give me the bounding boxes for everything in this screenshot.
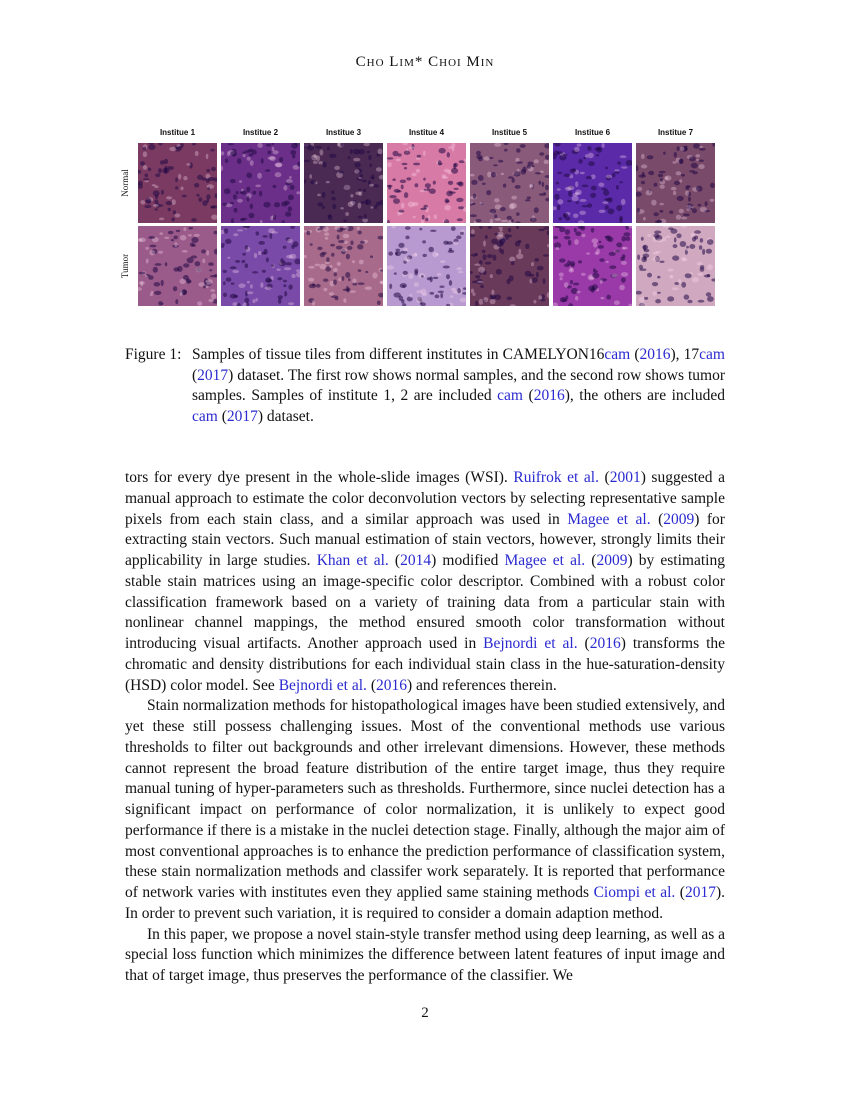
citation-link[interactable]: Ruifrok et al. [513,469,599,486]
page-number: 2 [421,1005,429,1021]
caption-text: Samples of tissue tiles from different institutes in CAMELYON16 [192,346,605,363]
paragraph-text: ) and references therein. [406,676,557,694]
column-label-institute-2: Institue 2 [242,128,279,137]
paragraph-1 [125,468,725,696]
tissue-tile-tumor-institute-4 [387,226,466,306]
caption-label: Figure 1: [125,346,182,363]
tissue-texture [304,143,383,223]
caption-text: ( [630,346,640,363]
paragraph-text: ( [585,552,597,569]
caption-text: ( [523,387,534,404]
caption-text: ), 17 [670,346,700,363]
paragraph-3 [125,925,725,987]
paragraph-text: ( [675,884,685,901]
citation-year-link[interactable]: 2009 [596,552,628,569]
row-label-tumor [117,226,133,306]
citation-link[interactable]: Magee et al. [504,552,586,569]
paragraph-text: ( [388,552,401,569]
tissue-tile-normal-institute-4 [387,143,466,223]
tissue-texture [221,143,300,223]
citation-year-link[interactable]: 2014 [400,552,432,569]
tissue-texture [138,226,217,306]
paragraph-text: tors for every dye present in the whole-slide images (WSI). [125,469,514,486]
column-label-institute-5: Institue 5 [491,128,528,137]
column-label-institute-3: Institue 3 [325,128,362,137]
citation-year-link[interactable]: 2016 [639,346,671,363]
tissue-tile-normal-institute-2 [221,143,300,223]
caption-text: ) dataset. [257,407,314,425]
tissue-tile-tumor-institute-3 [304,226,383,306]
citation-link[interactable]: cam [497,387,523,404]
paragraph-text: ) transforms the chromatic and density distributions for each individual stain class in the hue-saturation-density (HSD) color model. See [125,635,726,694]
citation-year-link[interactable]: 2017 [197,366,229,384]
caption-text: ( [217,407,227,425]
tissue-texture [138,143,217,223]
citation-link[interactable]: Ciompi et al. [593,884,676,901]
tissue-texture [470,226,549,306]
row-label-tumor-text: Tumor [120,253,130,279]
tissue-texture [387,226,466,306]
paragraph-text: ( [598,469,610,486]
citation-link[interactable]: Bejnordi et al. [278,676,367,694]
tissue-texture [221,226,300,306]
citation-year-link[interactable]: 2016 [533,387,565,404]
paragraph-text: ) modified [431,552,505,569]
paragraph-text: ( [650,510,664,528]
tissue-texture [636,143,715,223]
citation-year-link[interactable]: 2016 [375,676,407,694]
paragraph-text: Stain normalization methods for histopathological images have been studied extensively, and yet these still possess challenging issues. Most of the conventional methods use various thresholds to filter out backgrounds and other irrelevant dimensions. However, these methods cannot represent the broad feature distribution of the entire target image, thus they require manual tuning of hyper-parameters such as thresholds. Furthermore, since nuclei detection has a significant impact on performance of color normalization, it is unlikely to expect good performance if there is a mistake in the nuclei detection stage. Finally, although the major aim of most conventional approaches is to enhance the prediction performance of classification system, these stain normalization methods and classifer work separately. It is reported that performance of network varies with institutes even they applied same staining methods [125,697,725,901]
tissue-tile-normal-institute-5 [470,143,549,223]
paragraph-text: ) by estimating stable stain matrices using an image-specific color descriptor. Combined with a robust color classification framework based on a variety of training data from a particular stain with nonlinear channel mappings, the method ensured smooth color transformation without introducing visual artifacts. Another approach used in [125,552,725,652]
citation-link[interactable]: cam [192,407,218,425]
tissue-texture [470,143,549,223]
tissue-tile-normal-institute-1 [138,143,217,223]
paragraph-2 [125,696,725,924]
citation-link[interactable]: cam [604,346,631,363]
row-label-normal-text: Normal [120,169,130,197]
citation-year-link[interactable]: 2017 [226,407,258,425]
tissue-tile-tumor-institute-2 [221,226,300,306]
running-head: Cho Lim* Choi Min [355,54,495,70]
citation-year-link[interactable]: 2016 [589,635,621,652]
tissue-tile-tumor-institute-6 [553,226,632,306]
column-label-institute-4: Institue 4 [408,128,445,137]
column-label-institute-6: Institue 6 [574,128,611,137]
caption-text: ), the others are included [564,387,725,404]
caption-body [192,345,725,427]
paragraph-text: ( [577,635,590,652]
tissue-tile-tumor-institute-7 [636,226,715,306]
citation-year-link[interactable]: 2017 [684,884,716,901]
paragraph-text: In this paper, we propose a novel stain-style transfer method using deep learning, as well as a special loss function which minimizes the difference between latent features of input image and that of target image, thus preserves the performance of the classifier. We [125,925,725,984]
paragraph-text: ) for extracting stain vectors. Such manual estimation of stain vectors, however, strongly limits their applicability in large studies. [125,510,725,569]
tissue-tile-tumor-institute-5 [470,226,549,306]
tissue-tile-tumor-institute-1 [138,226,217,306]
tissue-tile-normal-institute-7 [636,143,715,223]
row-label-normal [117,143,133,223]
figure-caption [125,345,725,427]
paragraph-text: ). In order to prevent such variation, it is required to consider a domain adaption method. [125,884,726,922]
citation-link[interactable]: Magee et al. [567,510,651,528]
body-text [125,468,725,987]
tissue-texture [304,226,383,306]
tissue-texture [553,143,632,223]
paragraph-text: ( [366,676,376,694]
paragraph-text: ) suggested a manual approach to estimate the color deconvolution vectors by selecting representative sample pixels from each stain class, and a similar approach was used in [125,469,726,528]
tissue-texture [636,226,715,306]
citation-year-link[interactable]: 2009 [663,510,695,528]
citation-link[interactable]: cam [699,346,725,363]
citation-link[interactable]: Khan et al. [316,552,389,569]
column-label-institute-1: Institue 1 [159,128,196,137]
citation-year-link[interactable]: 2001 [609,469,641,486]
caption-text: ( [192,366,198,384]
citation-link[interactable]: Bejnordi et al. [483,635,578,652]
column-label-institute-7: Institue 7 [657,128,694,137]
tissue-tile-normal-institute-6 [553,143,632,223]
figure-tissue-tiles [117,124,724,309]
tissue-tile-normal-institute-3 [304,143,383,223]
tissue-texture [387,143,466,223]
tissue-texture [553,226,632,306]
caption-text: ) dataset. The first row shows normal samples, and the second row shows tumor samples. Samples of institute 1, 2 are included [192,366,725,404]
